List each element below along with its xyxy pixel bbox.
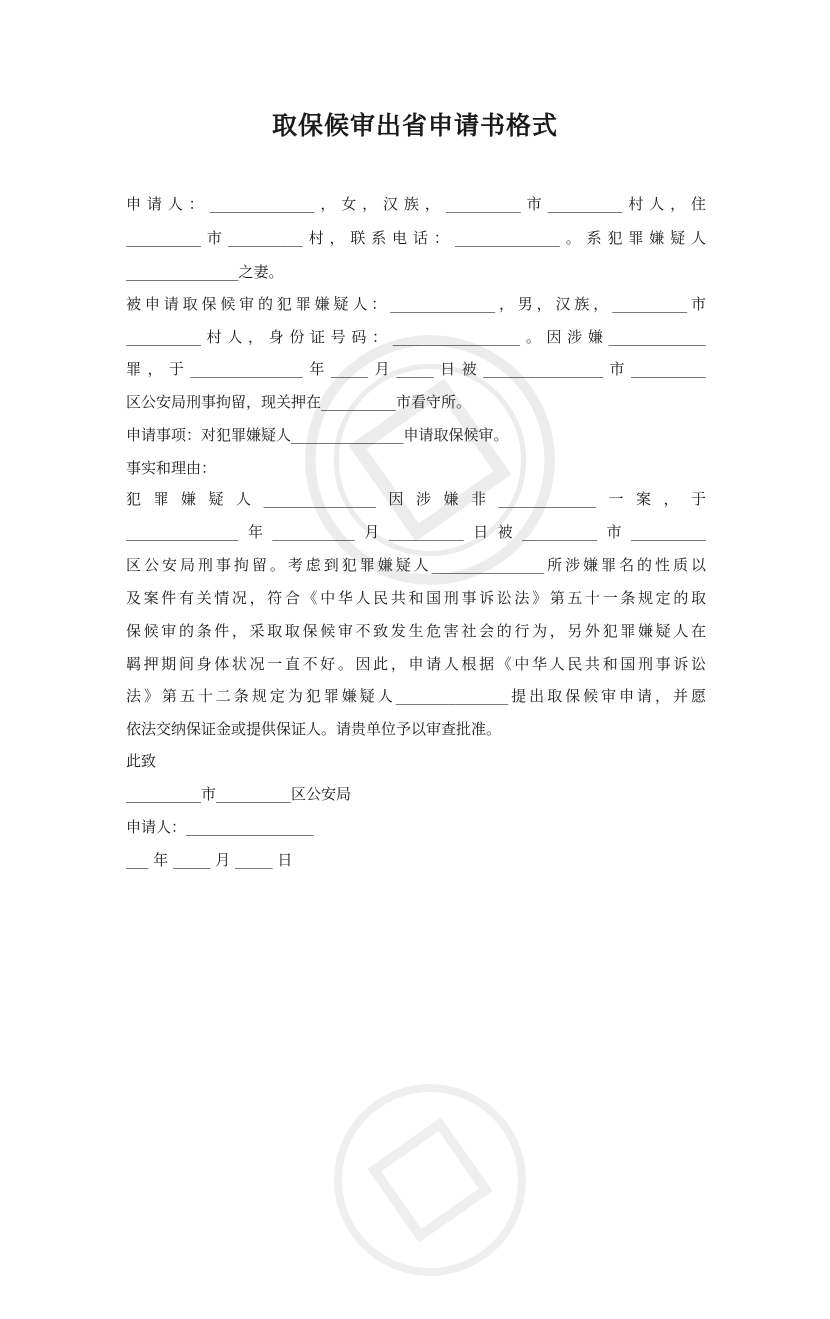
document-title: 取保候审出省申请书格式	[271, 111, 558, 140]
paragraph-line: 依法交纳保证金或提供保证人。请贵单位予以审查批准。	[126, 720, 502, 738]
paragraph-line: __________市__________村，联系电话：______________。系犯罪嫌疑人	[126, 229, 706, 247]
recipient-line: __________市__________区公安局	[126, 785, 352, 803]
paragraph-line: 法》第五十二条规定为犯罪嫌疑人_______________提出取保候审申请，并愿	[126, 687, 706, 705]
paragraph-line: 及案件有关情况，符合《中华人民共和国刑事诉讼法》第五十一条规定的取	[126, 589, 706, 607]
signature-line: 申请人：_________________	[126, 818, 314, 836]
paragraph-line: 区公安局刑事拘留，现关押在__________市看守所。	[126, 393, 472, 411]
paragraph-line: _______________年___________月__________日被__________市__________	[126, 523, 706, 541]
watermark-logo-icon	[291, 1041, 570, 1319]
paragraph-line: 区公安局刑事拘留。考虑到犯罪嫌疑人_______________所涉嫌罪名的性质以	[126, 556, 706, 574]
salutation: 此致	[126, 752, 157, 770]
paragraph-line: 罪，于_______________年_____月_____日被________________市__________	[126, 360, 706, 378]
paragraph-line: 申请事项：对犯罪嫌疑人_______________申请取保候审。	[126, 426, 509, 444]
paragraph-line: _______________之妻。	[126, 263, 284, 281]
paragraph-line: 被申请取保候审的犯罪嫌疑人：______________，男，汉族，__________市	[126, 295, 706, 313]
paragraph-line: __________村人，身份证号码：_________________。因涉嫌_____________	[126, 328, 706, 346]
section-heading: 事实和理由：	[126, 459, 217, 477]
paragraph-line: 申请人：______________，女，汉族，__________市__________村人，住	[126, 195, 706, 213]
date-line: ___ 年 _____ 月 _____ 日	[126, 851, 293, 869]
paragraph-line: 犯罪嫌疑人_______________因涉嫌非_____________一案，于	[126, 490, 706, 508]
paragraph-line: 羁押期间身体状况一直不好。因此，申请人根据《中华人民共和国刑事诉讼	[126, 655, 706, 673]
paragraph-line: 保候审的条件，采取取保候审不致发生危害社会的行为，另外犯罪嫌疑人在	[126, 622, 706, 640]
